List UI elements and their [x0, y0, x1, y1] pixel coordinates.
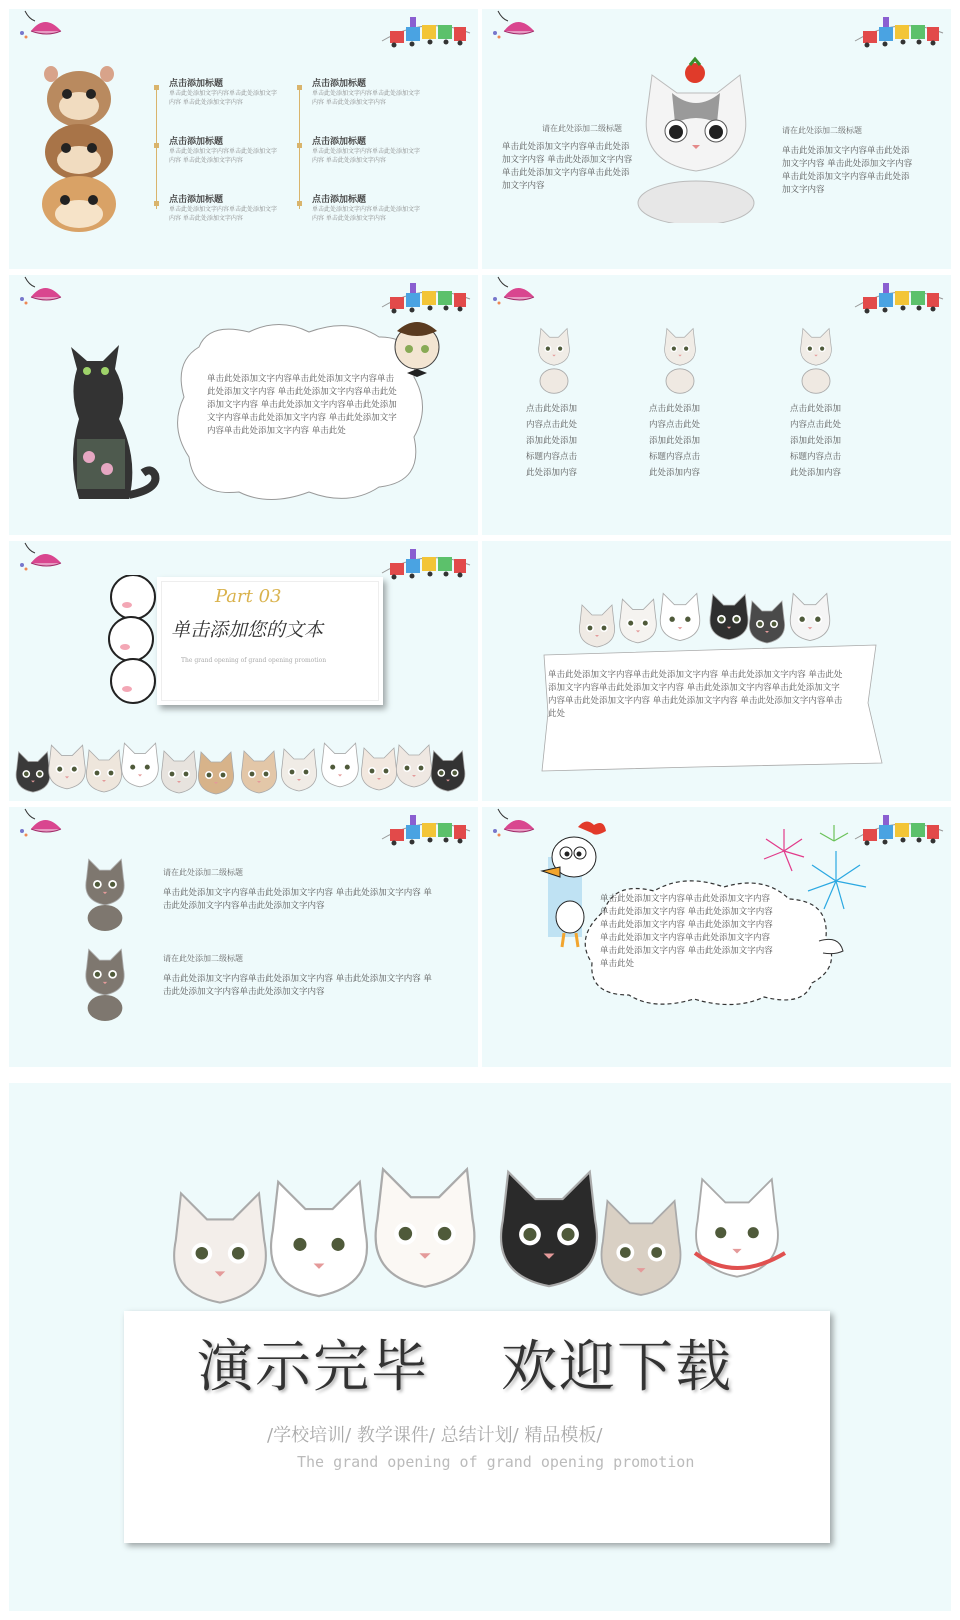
slide-2	[482, 9, 951, 269]
item-desc: 单击此处添加文字内容单击此处添加文字内容 单击此处添加文字内容	[312, 206, 421, 222]
timeline-marker	[297, 85, 302, 90]
train-icon	[380, 541, 472, 585]
slide-3	[9, 275, 478, 535]
slide-4	[482, 275, 951, 535]
cartoon-cats-stack-illustration	[101, 575, 161, 705]
timeline-marker	[297, 143, 302, 148]
train-icon	[853, 275, 945, 319]
item-title: 点击添加标题	[312, 195, 367, 205]
closing-title-left: 演示完毕	[197, 1335, 429, 1400]
block-heading: 请在此处添加二级标题	[163, 868, 243, 877]
item-title: 点击添加标题	[312, 79, 367, 89]
hamster-stack-illustration	[39, 64, 119, 234]
row-of-cats-illustration	[9, 723, 469, 801]
umbrella-icon	[17, 541, 65, 581]
item-title: 点击添加标题	[169, 195, 224, 205]
train-icon	[853, 9, 945, 53]
black-cat-silhouette-illustration	[59, 339, 169, 509]
grey-cat-illustration	[77, 945, 133, 1021]
siamese-cat-illustration	[794, 325, 838, 395]
train-icon	[380, 807, 472, 851]
timeline-marker	[154, 85, 159, 90]
item-title: 点击添加标题	[312, 137, 367, 147]
row-of-cats-illustration	[155, 1133, 795, 1323]
item-desc: 单击此处添加文字内容单击此处添加文字内容 单击此处添加文字内容	[312, 148, 421, 164]
note-body: 单击此处添加文字内容单击此处添加文字内容 单击此处添加文字内容 单击此处添加文字内容单击此处添加文字内容 单击此处添加文字内容单击此处添加文字内容单击此处添加文字内容 单击此处添加文字内容 单击此处添加文字内容单击此处	[548, 670, 843, 719]
slide-5	[9, 541, 478, 801]
cloud-body: 单击此处添加文字内容单击此处添加文字内容单击此处添加文字内容 单击此处添加文字内容单击此处添加文字内容 单击此处添加文字内容单击此处添加文字内容单击此处添加文字内容 单击此处添加文字内容单击此处添加文字内容 单击此处	[207, 374, 397, 436]
part-number: Part 03	[215, 586, 282, 607]
block-body: 单击此处添加文字内容单击此处添加文字内容 单击此处添加文字内容 单击此处添加文字内容单击此处添加文字内容	[163, 888, 432, 911]
section-subtitle: The grand opening of grand opening promotion	[181, 657, 327, 664]
timeline-marker	[154, 201, 159, 206]
section-title: 单击添加您的文本	[171, 619, 324, 641]
slide-1	[9, 9, 478, 269]
umbrella-icon	[490, 807, 538, 847]
umbrella-icon	[17, 9, 65, 49]
grey-cat-illustration	[77, 855, 133, 931]
right-body: 单击此处添加文字内容单击此处添加文字内容 单击此处添加文字内容 单击此处添加文字内容单击此处添加文字内容	[782, 146, 913, 195]
final-slide	[9, 1083, 951, 1611]
block-body: 单击此处添加文字内容单击此处添加文字内容 单击此处添加文字内容 单击此处添加文字内容单击此处添加文字内容	[163, 974, 432, 997]
left-body: 单击此处添加文字内容单击此处添加文字内容 单击此处添加文字内容 单击此处添加文字内容单击此处添加文字内容	[502, 142, 633, 191]
slide-7	[9, 807, 478, 1067]
item-desc: 单击此处添加文字内容单击此处添加文字内容 单击此处添加文字内容	[169, 206, 278, 222]
train-icon	[380, 275, 472, 319]
timeline-marker	[154, 143, 159, 148]
slide-6	[482, 541, 951, 801]
timeline-marker	[297, 201, 302, 206]
umbrella-icon	[490, 275, 538, 315]
slide-8	[482, 807, 951, 1067]
item-desc: 单击此处添加文字内容单击此处添加文字内容 单击此处添加文字内容	[169, 148, 278, 164]
umbrella-icon	[490, 9, 538, 49]
cloud-body: 单击此处添加文字内容单击此处添加文字内容 单击此处添加文字内容 单击此处添加文字内容单击此处添加文字内容 单击此处添加文字内容单击此处添加文字内容单击此处添加文字内容 单击此处添加文字内容 单击此处添加文字内容单击此处	[600, 894, 773, 969]
block-heading: 请在此处添加二级标题	[163, 954, 243, 963]
left-heading: 请在此处添加二级标题	[542, 124, 622, 133]
cat-with-tomato-illustration	[632, 53, 762, 223]
closing-tags: /学校培训/ 教学课件/ 总结计划/ 精品模板/	[267, 1425, 603, 1446]
item-desc: 单击此处添加文字内容单击此处添加文字内容 单击此处添加文字内容	[312, 90, 421, 106]
closing-subtitle: The grand opening of grand opening promotion	[297, 1453, 695, 1471]
umbrella-icon	[17, 275, 65, 315]
item-title: 点击添加标题	[169, 79, 224, 89]
siamese-cat-illustration	[658, 325, 702, 395]
column-text: 点击此处添加内容点击此处添加此处添加标题内容点击此处添加内容	[649, 404, 701, 478]
right-heading: 请在此处添加二级标题	[782, 126, 862, 135]
item-title: 点击添加标题	[169, 137, 224, 147]
timeline-line-left	[156, 87, 157, 209]
siamese-cat-illustration	[532, 325, 576, 395]
train-icon	[380, 9, 472, 53]
item-desc: 单击此处添加文字内容单击此处添加文字内容 单击此处添加文字内容	[169, 90, 278, 106]
column-text: 点击此处添加内容点击此处添加此处添加标题内容点击此处添加内容	[526, 404, 578, 478]
timeline-line-right	[299, 87, 300, 209]
closing-title-right: 欢迎下载	[501, 1335, 733, 1400]
column-text: 点击此处添加内容点击此处添加此处添加标题内容点击此处添加内容	[790, 404, 842, 478]
umbrella-icon	[17, 807, 65, 847]
